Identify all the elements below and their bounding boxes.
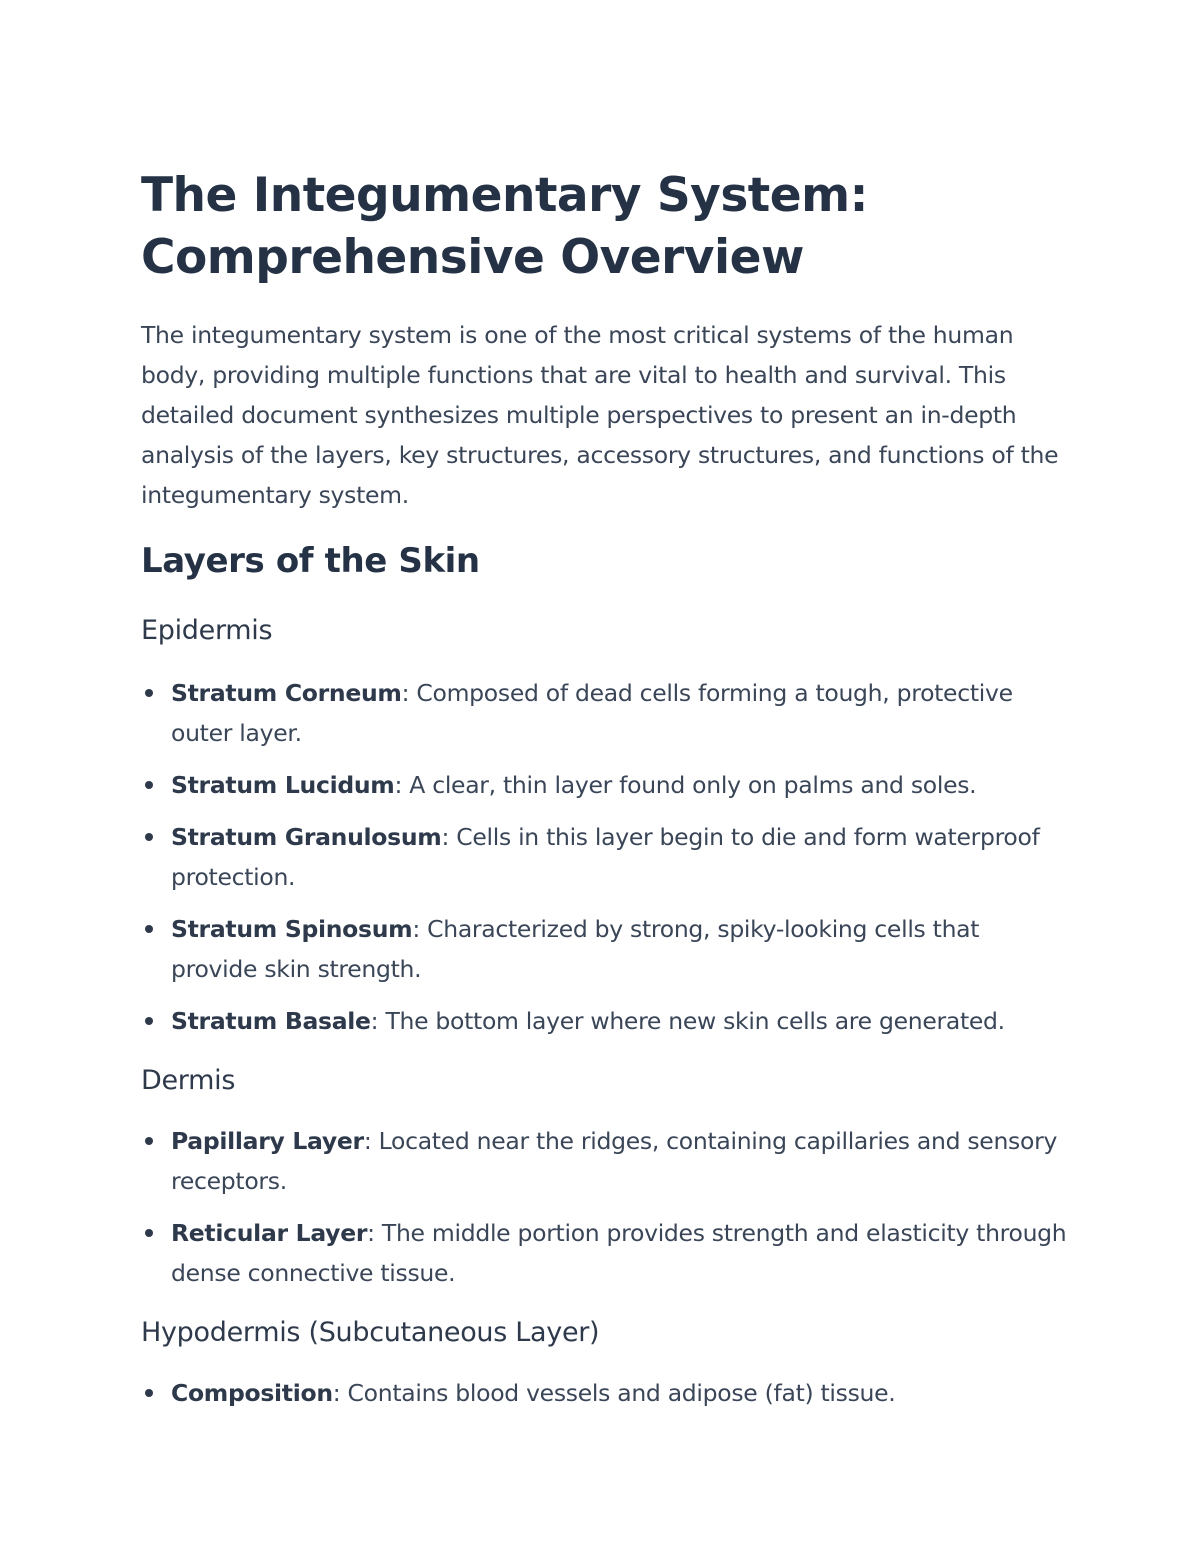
list-item-term: Papillary Layer	[171, 1127, 364, 1155]
list-item	[141, 1213, 1071, 1293]
list-item-term: Stratum Lucidum	[171, 771, 395, 799]
list-item-text: : Cells in this layer begin to die and form waterproof protection.	[171, 823, 1040, 891]
list-item-text: : The bottom layer where new skin cells are generated.	[370, 1007, 1005, 1035]
list-item	[141, 673, 1071, 753]
list-item-term: Stratum Granulosum	[171, 823, 442, 851]
section-heading-layers: Layers of the Skin	[141, 541, 480, 581]
bullet-icon	[145, 1137, 153, 1145]
subheading-dermis: Dermis	[141, 1065, 236, 1096]
list-item	[141, 817, 1071, 897]
list-item-text: : Composed of dead cells forming a tough, protective outer layer.	[171, 679, 1013, 747]
bullet-icon	[145, 781, 153, 789]
list-item-term: Stratum Basale	[171, 1007, 371, 1035]
subheading-epidermis: Epidermis	[141, 615, 273, 646]
list-item	[141, 1001, 1071, 1041]
dermis-list	[141, 1121, 1071, 1293]
bullet-icon	[145, 925, 153, 933]
subheading-hypodermis: Hypodermis (Subcutaneous Layer)	[141, 1317, 600, 1348]
list-item	[141, 909, 1071, 989]
bullet-icon	[145, 833, 153, 841]
document-title	[141, 165, 1071, 289]
list-item-term: Stratum Corneum	[171, 679, 402, 707]
bullet-icon	[145, 1389, 153, 1397]
list-item	[141, 1121, 1071, 1201]
list-item-text: : Located near the ridges, containing capillaries and sensory receptors.	[171, 1127, 1058, 1195]
list-item-term: Composition	[171, 1379, 333, 1407]
list-item	[141, 765, 1071, 805]
bullet-icon	[145, 1229, 153, 1237]
list-item-term: Stratum Spinosum	[171, 915, 413, 943]
bullet-icon	[145, 1017, 153, 1025]
title-line-2: Comprehensive Overview	[141, 230, 804, 285]
list-item-text: : A clear, thin layer found only on palms and soles.	[394, 771, 977, 799]
list-item	[141, 1373, 1071, 1413]
list-item-text: : Characterized by strong, spiky-looking cells that provide skin strength.	[171, 915, 980, 983]
document-page	[141, 165, 1071, 1425]
epidermis-list	[141, 673, 1071, 1041]
intro-paragraph: The integumentary system is one of the most critical systems of the human body, providing multiple functions that are vital to health and survival. This detailed document synthesizes multiple perspectives to present an in-depth analysis of the layers, key structures, accessory structures, and functions of the integumentary system.	[141, 321, 1059, 509]
list-item-term: Reticular Layer	[171, 1219, 368, 1247]
list-item-text: : Contains blood vessels and adipose (fat) tissue.	[332, 1379, 896, 1407]
bullet-icon	[145, 689, 153, 697]
hypodermis-list	[141, 1373, 1071, 1413]
list-item-text: : The middle portion provides strength and elasticity through dense connective tissue.	[171, 1219, 1067, 1287]
title-line-1: The Integumentary System:	[141, 168, 868, 223]
